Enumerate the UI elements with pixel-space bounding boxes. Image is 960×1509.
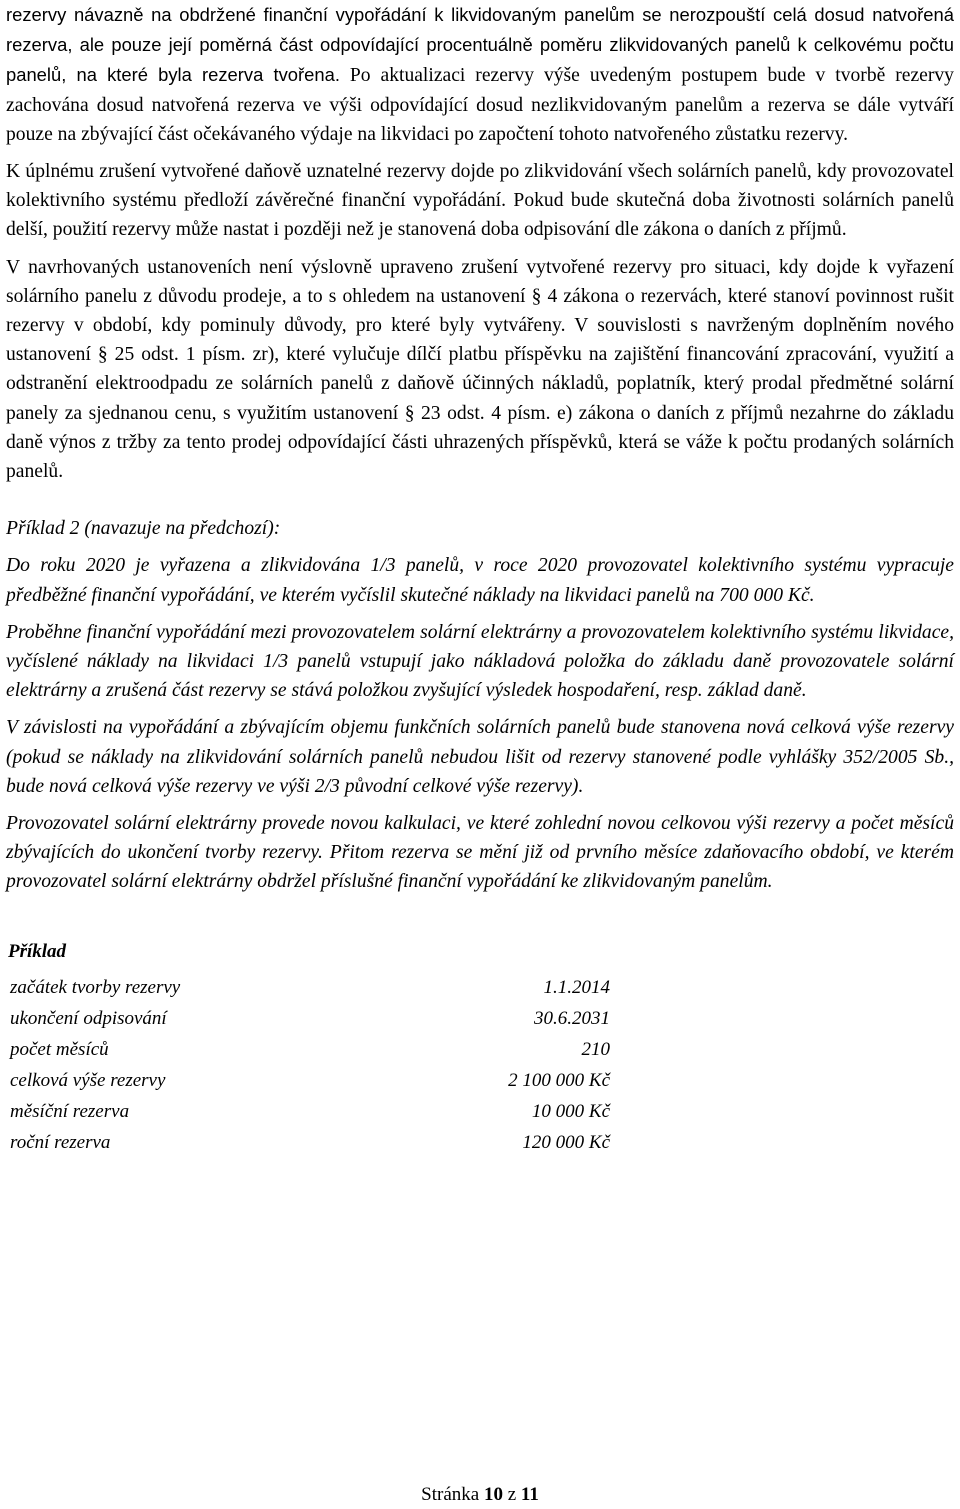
row-value: 1.1.2014 [543, 977, 610, 999]
example-table [8, 973, 610, 1159]
footer-middle: z [507, 1484, 517, 1505]
example-section [6, 941, 954, 1159]
example2-paragraph: Provozovatel solární elektrárny provede novou kalkulaci, ve které zohlední novou celkovou výši rezervy a počet měsíců zbývajících do ukončení tvorby rezervy. Přitom rezerva se mění již od prvního měsíce zdaňovacího období, ve kterém provozovatel solární elektrárny obdržel příslušné finanční vypořádání ke zlikvidovaným panelům. [6, 813, 954, 893]
table-row [8, 1004, 610, 1035]
example-title: Příklad [8, 940, 67, 962]
example2-heading: Příklad 2 (navazuje na předchozí): [6, 518, 281, 540]
table-row [8, 1128, 610, 1159]
paragraph-reserve-update-part1: rezervy návazně na obdržené finanční vypořádání k likvidovaným panelům se nerozpouští celá dosud natvořená rezerva, ale pouze její poměrná část odpovídající procentuálně poměru zlikvidovaných panelů k celkovému počtu panelů, na které byla rezerva tvořena. [6, 4, 954, 86]
row-label: celková výše rezervy [10, 1070, 166, 1092]
row-value: 120 000 Kč [522, 1132, 610, 1154]
example2-paragraph: V závislosti na vypořádání a zbývajícím objemu funkčních solárních panelů bude stanovena nová celková výše rezervy (pokud se náklady na zlikvidování solárních panelů nebudou lišit od rezervy stanovené podle vyhlášky 352/2005 Sb., bude nová celková výše rezervy ve výši 2/3 původní celkové výše rezervy). [6, 717, 954, 797]
row-value: 210 [581, 1039, 610, 1061]
table-row [8, 1066, 610, 1097]
example2-paragraph: Proběhne finanční vypořádání mezi provozovatelem solární elektrárny a provozovatelem kolektivního systému likvidace, vyčíslené náklady na likvidaci 1/3 panelů vstupují jako nákladová položka do základu daně provozovatele solární elektrárny a zrušená část rezervy se stává položkou zvyšující výsledek hospodaření, resp. základ daně. [6, 621, 954, 702]
row-value: 2 100 000 Kč [508, 1070, 610, 1092]
row-label: měsíční rezerva [10, 1101, 130, 1123]
table-row [8, 1035, 610, 1066]
footer-prefix: Stránka [421, 1484, 480, 1505]
table-row [8, 973, 610, 1004]
row-value: 10 000 Kč [531, 1101, 610, 1123]
example2-paragraph: Do roku 2020 je vyřazena a zlikvidována 1/3 panelů, v roce 2020 provozovatel kolektivního systému vypracuje předběžné finanční vypořádání, ve kterém vyčíslil skutečné náklady na likvidaci panelů na 700 000 Kč. [6, 555, 954, 606]
footer-page-number: 10 [483, 1484, 503, 1505]
row-label: začátek tvorby rezervy [10, 977, 181, 999]
row-label: roční rezerva [10, 1132, 111, 1154]
paragraph-full-cancellation: K úplnému zrušení vytvořené daňově uznatelné rezervy dojde po zlikvidování všech solárních panelů, kdy provozovatel kolektivního systému předloží závěrečné finanční vypořádání. Pokud bude skutečná doba životnosti solárních panelů delší, použití rezervy může nastat i později než je stanovená doba odpisování dle zákona o daních z příjmů. [6, 161, 954, 241]
table-row [8, 1097, 610, 1128]
document-page [6, 0, 954, 1159]
page-footer [0, 1484, 960, 1506]
row-value: 30.6.2031 [534, 1008, 610, 1030]
paragraph-sale-provisions: V navrhovaných ustanoveních není výslovně upraveno zrušení vytvořené rezervy pro situaci, kdy dojde k vyřazení solárního panelu z důvodu prodeje, a to s ohledem na ustanovení § 4 zákona o rezervách, které stanoví povinnost rušit rezervy v období, kdy pominuly důvody, pro které byly vytvářeny. V souvislosti s navrženým doplněním nového ustanovení § 25 odst. 1 písm. zr), které vylučuje dílčí platbu příspěvku na zajištění financování zpracování, využití a odstranění elektroodpadu ze solárních panelů z daňově účinných nákladů, poplatník, který prodal předmětné solární panely za sjednanou cenu, s využitím ustanovení § 23 odst. 4 písm. e) zákona o daních z příjmů nezahrne do základu daně výnos z tržby za tento prodej odpovídající části uhrazených příspěvků, která se váže k počtu prodaných solárních panelů. [6, 256, 954, 483]
paragraph-reserve-update-part2: Po aktualizaci rezervy výše uvedeným postupem bude v tvorbě rezervy zachována dosud natvořená rezerva ve výši odpovídající dosud nezlikvidovaným panelům a rezerva se dále vytváří pouze na zbývající část očekávaného výdaje na likvidaci po započtení tohoto natvořeného zůstatku rezervy. [6, 65, 954, 145]
footer-page-total: 11 [520, 1484, 539, 1505]
paragraph-reserve-update [6, 0, 954, 149]
row-label: počet měsíců [10, 1039, 109, 1061]
row-label: ukončení odpisování [10, 1008, 167, 1030]
